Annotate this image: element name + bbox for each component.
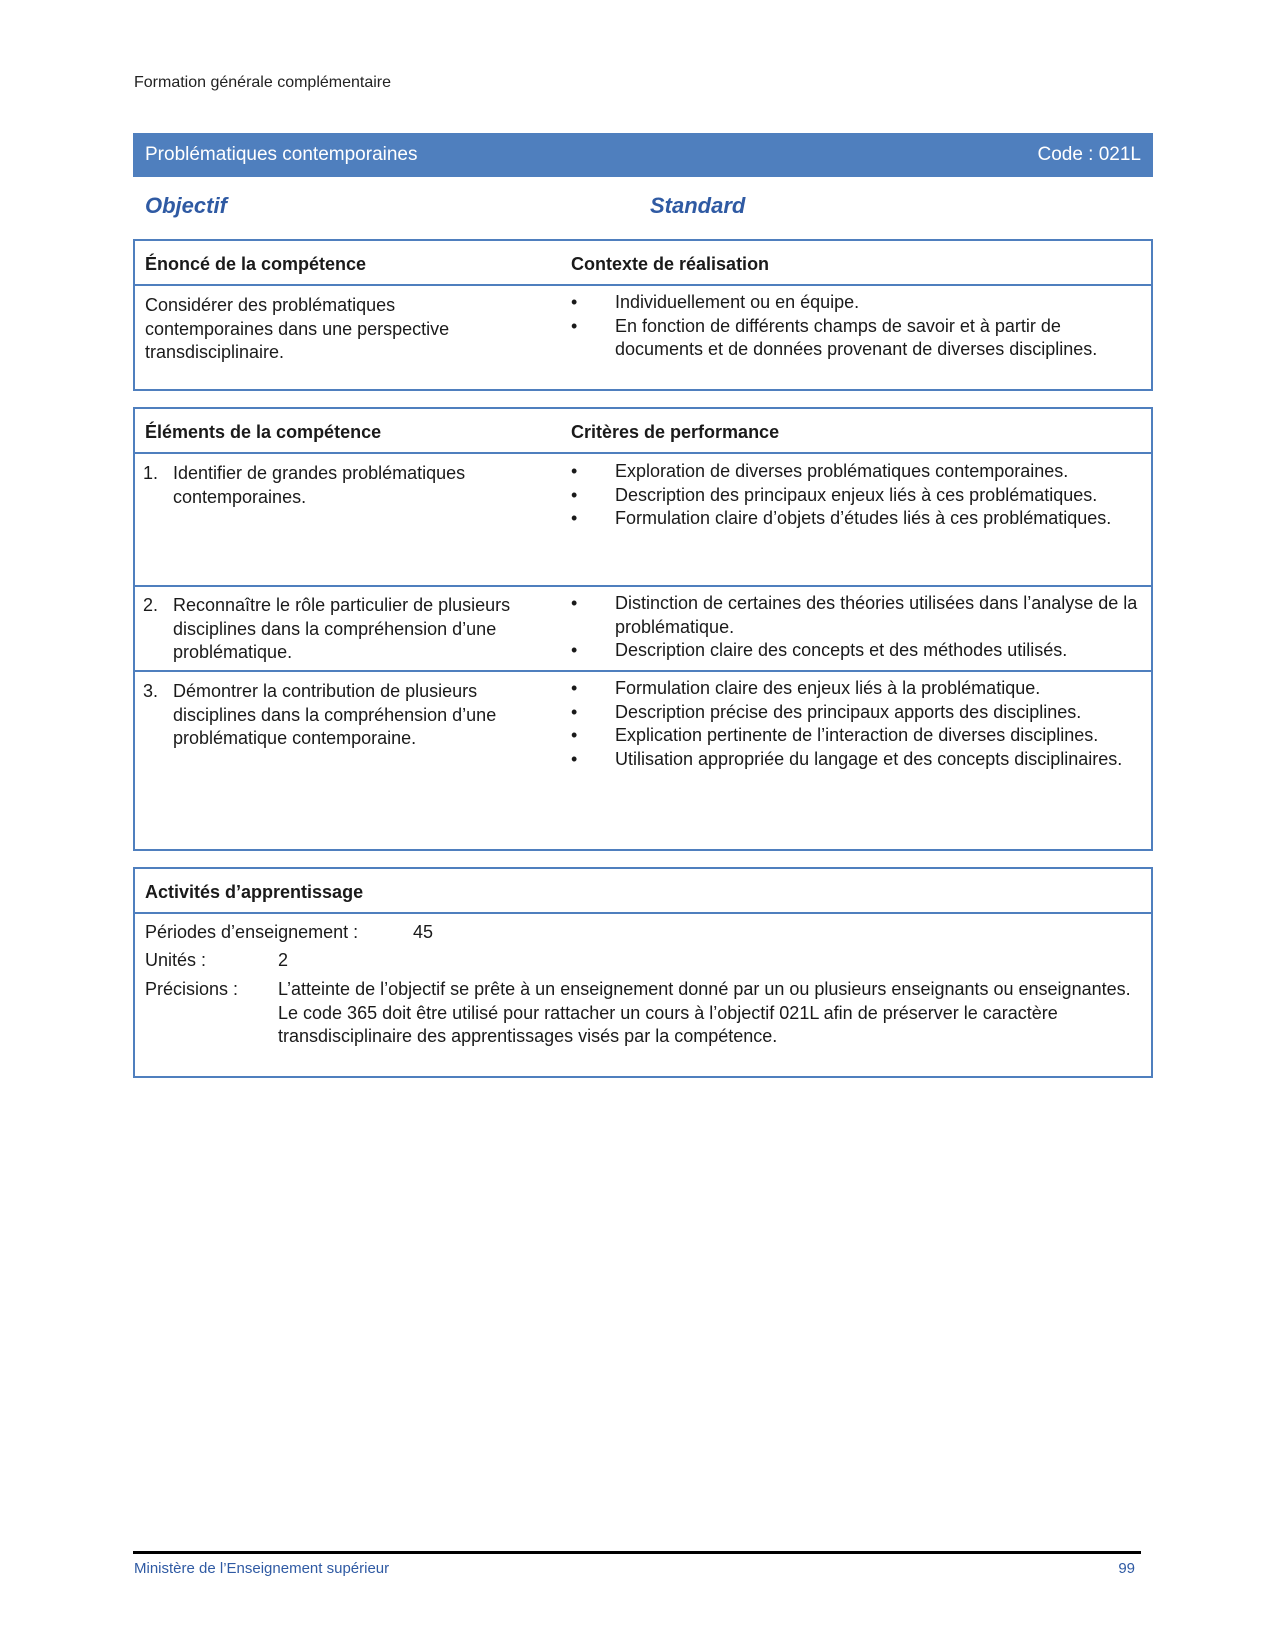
list-item: • Exploration de diverses problématiques contemporaines. [571, 460, 1141, 484]
element-row-2 [143, 594, 553, 665]
element-row-3 [143, 680, 553, 751]
criteria-list-1 [571, 460, 1141, 531]
element-number: 1. [143, 463, 159, 483]
bullet-icon: • [571, 678, 578, 698]
title-bar [133, 133, 1153, 177]
precisions-paragraph-2: Le code 365 doit être utilisé pour rattacher un cours à l’objectif 021L afin de préserver le caractère transdisciplinaire des apprentissages visés par la compétence. [278, 1002, 1058, 1046]
list-item: • Description claire des concepts et des méthodes utilisés. [571, 639, 1141, 663]
element-text: Reconnaître le rôle particulier de plusieurs disciplines dans la compréhension d’une problématique. [173, 595, 511, 662]
competence-box [133, 239, 1153, 391]
divider [135, 670, 1151, 672]
list-item: • Distinction de certaines des théories utilisées dans l’analyse de la problématique. [571, 593, 1138, 637]
activites-box [133, 867, 1153, 1078]
enonce-text: Considérer des problématiques contemporaines dans une perspective transdisciplinaire. [145, 295, 450, 362]
contexte-header: Contexte de réalisation [571, 254, 770, 274]
competence-title: Problématiques contemporaines [145, 144, 418, 165]
objectif-label: Objectif [145, 193, 227, 218]
periodes-value: 45 [413, 922, 434, 942]
bullet-icon: • [571, 315, 578, 336]
criteria-list-3 [571, 677, 1141, 771]
divider [135, 284, 1151, 286]
bullet-icon: • [571, 461, 578, 481]
enonce-header: Énoncé de la compétence [145, 254, 367, 274]
divider [135, 452, 1151, 454]
bullet-icon: • [571, 748, 578, 769]
precisions-text [278, 978, 1138, 1049]
element-number: 2. [143, 595, 159, 615]
element-row-1 [143, 462, 553, 509]
standard-label: Standard [650, 193, 746, 218]
activites-header: Activités d’apprentissage [145, 882, 364, 902]
elements-header: Éléments de la compétence [145, 422, 382, 442]
criteria-list-2 [571, 592, 1141, 663]
bullet-icon: • [571, 484, 578, 505]
element-number: 3. [143, 681, 159, 701]
competence-code: Code : 021L [1037, 144, 1141, 165]
element-text: Identifier de grandes problématiques contemporaines. [173, 463, 466, 507]
bullet-icon: • [571, 292, 578, 312]
precisions-label: Précisions : [145, 979, 239, 999]
bullet-icon: • [571, 593, 578, 613]
list-item: • En fonction de différents champs de savoir et à partir de documents et de données provenant de diverses disciplines. [571, 315, 1098, 359]
unites-label: Unités : [145, 950, 207, 970]
criteres-header: Critères de performance [571, 422, 780, 442]
bullet-icon: • [571, 640, 578, 660]
list-item: • Description des principaux enjeux liés à ces problématiques. [571, 484, 1141, 508]
bullet-icon: • [571, 725, 578, 745]
footer-ministry: Ministère de l’Enseignement supérieur [134, 1560, 390, 1577]
list-item: • Description précise des principaux apports des disciplines. [571, 701, 1141, 725]
list-item: • Explication pertinente de l’interaction de diverses disciplines. [571, 724, 1141, 748]
element-text: Démontrer la contribution de plusieurs disciplines dans la compréhension d’une problématique contemporaine. [173, 681, 497, 748]
unites-value: 2 [278, 950, 289, 970]
precisions-paragraph-1: L’atteinte de l’objectif se prête à un enseignement donné par un ou plusieurs enseignants ou enseignantes. [278, 979, 1131, 999]
bullet-icon: • [571, 701, 578, 722]
list-item: • Utilisation appropriée du langage et des concepts disciplinaires. [571, 748, 1141, 772]
list-item: • Individuellement ou en équipe. [571, 291, 1141, 315]
footer-rule [133, 1551, 1141, 1554]
bullet-icon: • [571, 508, 578, 528]
list-item: • Formulation claire d’objets d’études liés à ces problématiques. [571, 507, 1141, 531]
divider [135, 912, 1151, 914]
contexte-list [571, 291, 1141, 362]
page-number: 99 [1118, 1560, 1135, 1577]
periodes-label: Périodes d’enseignement : [145, 922, 359, 942]
elements-box [133, 407, 1153, 851]
list-item: • Formulation claire des enjeux liés à la problématique. [571, 677, 1141, 701]
divider [135, 585, 1151, 587]
document-section-header: Formation générale complémentaire [134, 74, 392, 91]
